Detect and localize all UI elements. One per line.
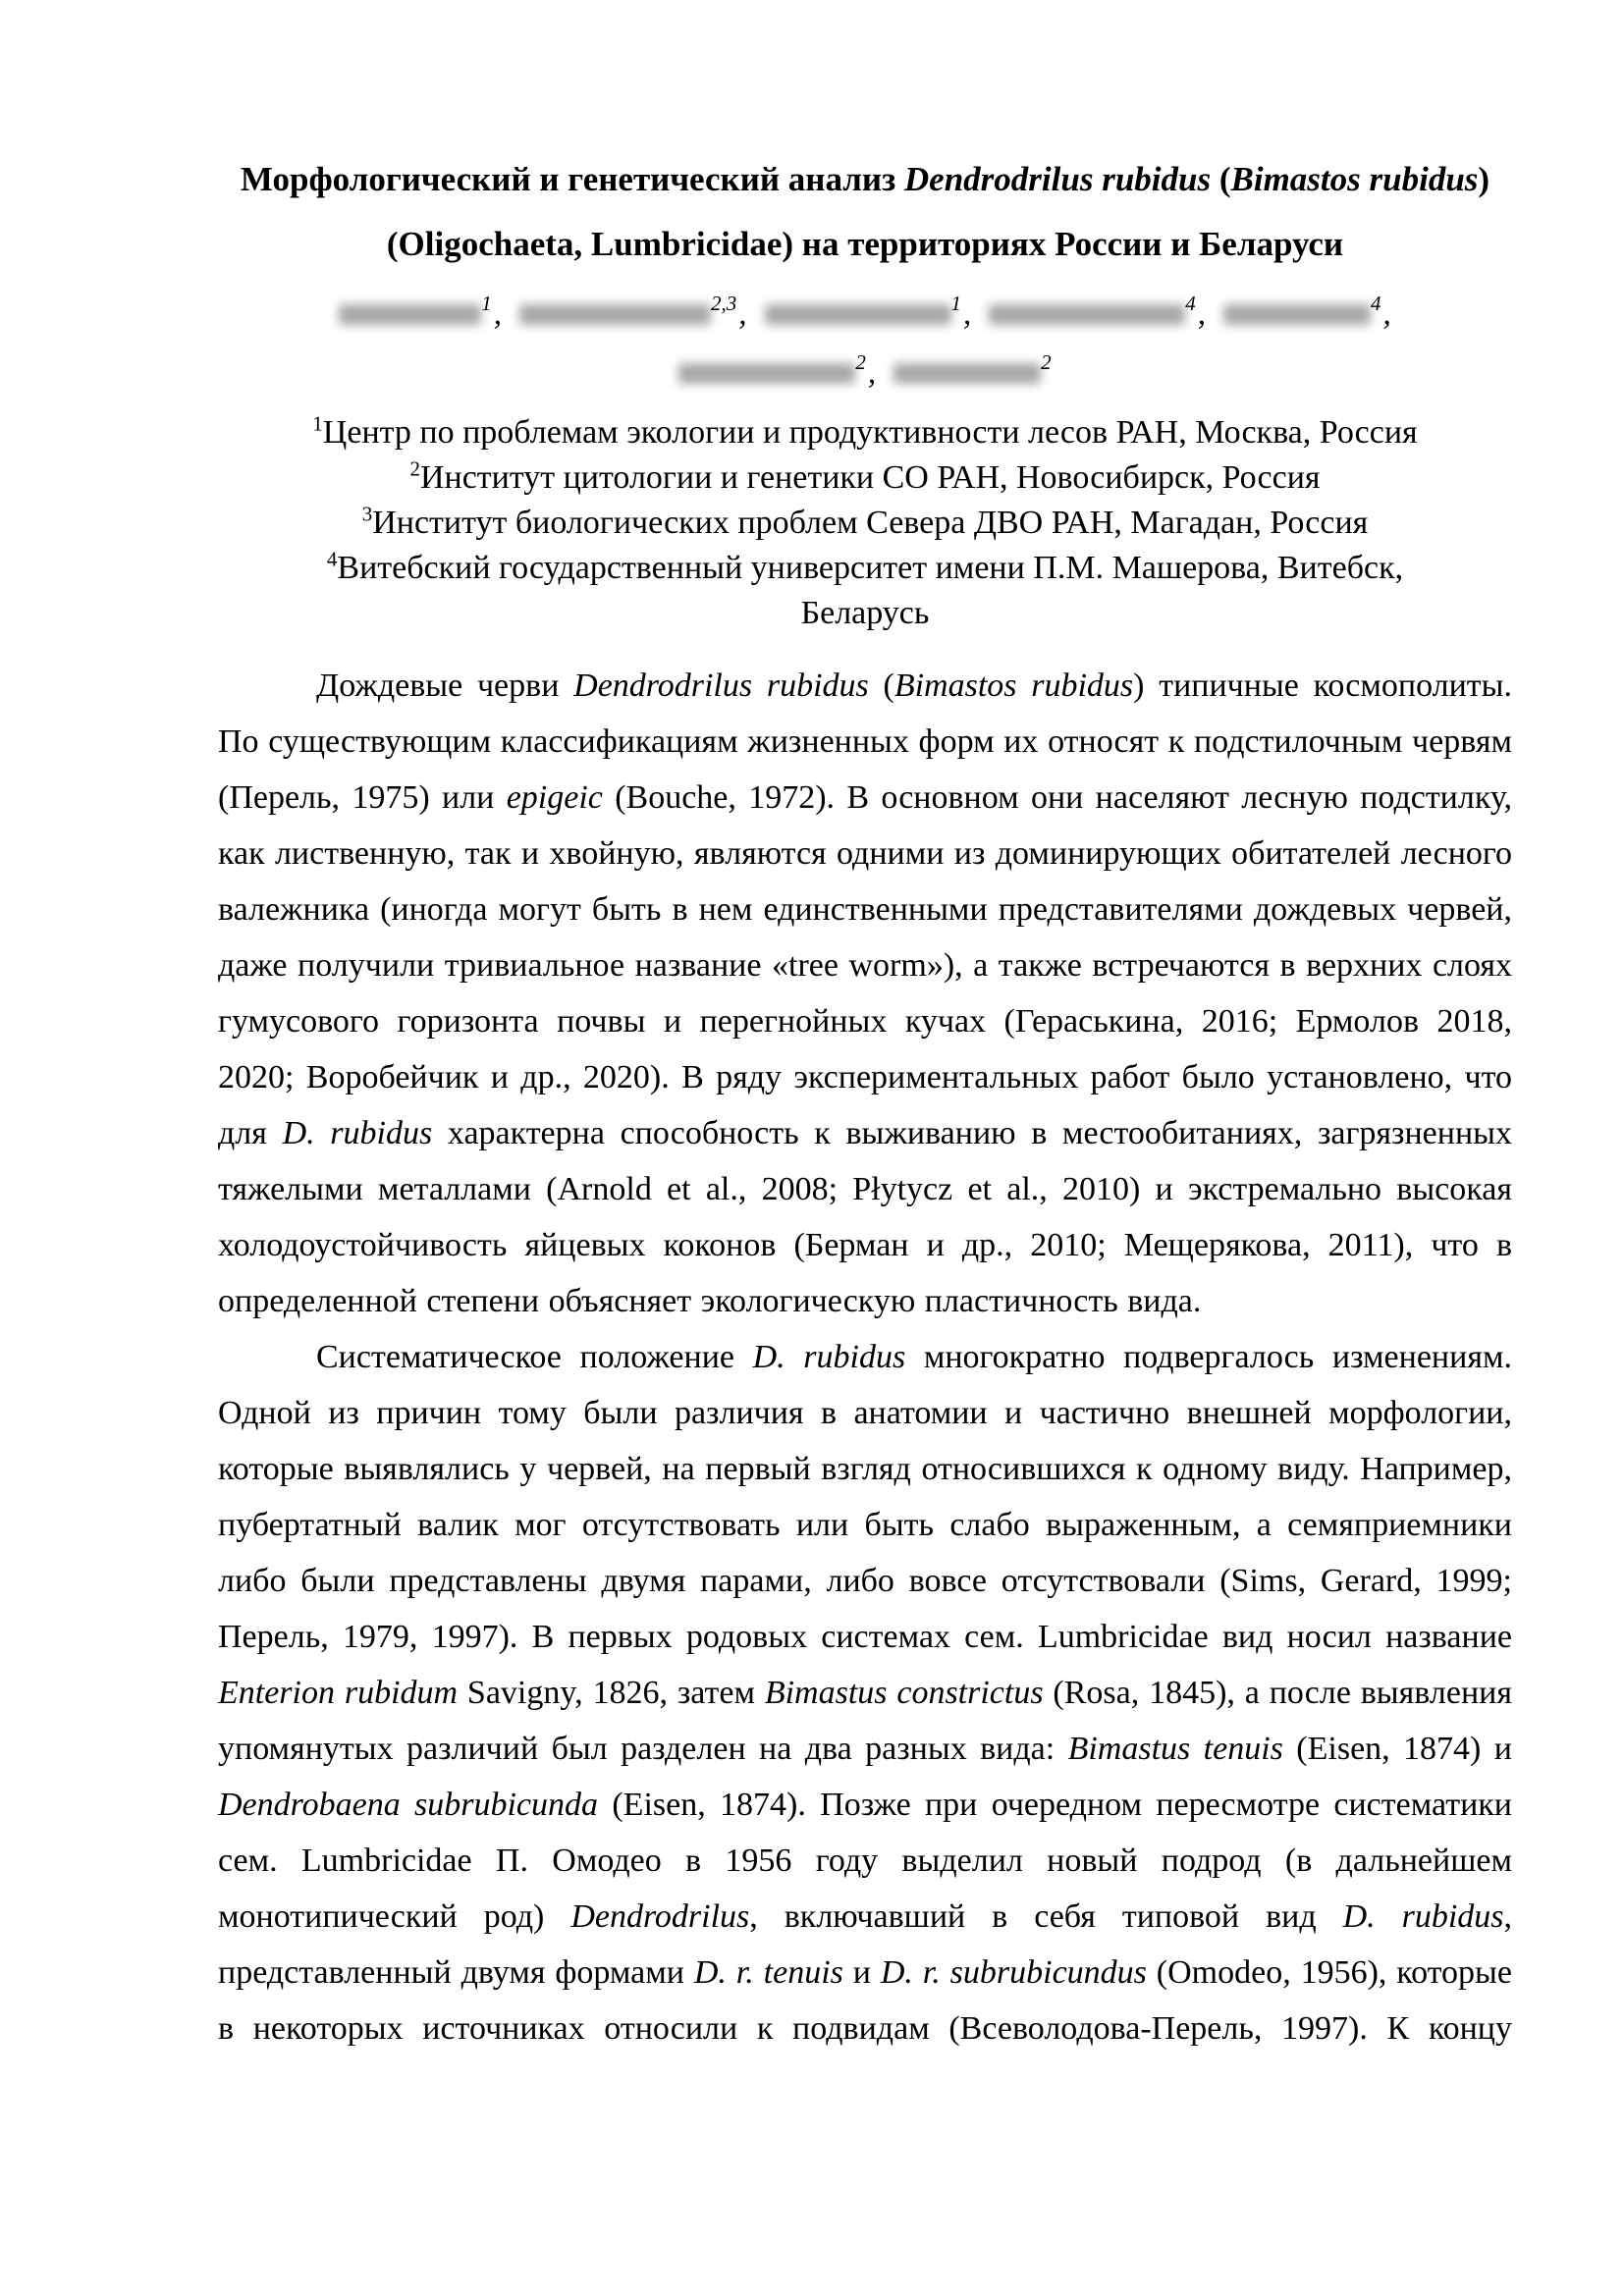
affiliation-line [218,546,1512,591]
affiliation-superscript: 2 [409,456,420,481]
paragraph-2 [218,1329,1512,2056]
text-run: ) [1478,160,1490,198]
text-run: Систематическое положение [316,1339,753,1375]
redacted-author-name [1223,304,1371,325]
italic-text-run: Dendrodrilus rubidus [573,667,869,704]
author-affiliation-superscript: 4 [1185,292,1196,315]
author-affiliation-superscript: 2,3 [711,292,737,315]
affiliation-superscript: 4 [326,547,338,571]
text-run: Дождевые черви [316,667,574,704]
author-separator: , [738,296,747,332]
italic-text-run: Dendrobaena subrubicunda [218,1787,599,1823]
author-affiliation-superscript: 4 [1371,292,1381,315]
italic-text-run: D. r. tenuis [693,1954,843,1991]
italic-text-run: D. rubidus [1342,1898,1504,1935]
text-run: характерна способность к выживанию в местообитаниях, загрязненных тяжелыми металлами (Arnold et al., 2008; Płytycz et al., 2010) и экстремально высокая холодоустойчивость яйцевых коконов (Берман и др., 2010; Мещерякова, 2011), что в определенной степени объясняет экологическую пластичность вида. [218,1115,1512,1319]
author-separator: , [493,296,502,332]
text-run: , включавший в себя типовой вид [749,1898,1343,1935]
text-run: ( [868,667,894,704]
italic-text-run: D. rubidus [282,1115,433,1151]
affiliation-superscript: 3 [361,502,373,526]
author-affiliation-superscript: 2 [1041,350,1052,374]
affiliation-text: Институт цитологии и генетики СО РАН, Новосибирск, Россия [419,459,1321,496]
text-run: (Eisen, 1874). Позже при очередном пересмотре систематики сем. Lumbricidae П. Омодео в 1956 году выделил новый подрод (в дальнейшем монотипический род) [218,1787,1512,1935]
text-run: (Oligochaeta, Lumbricidae) на территориях России и Беларуси [386,225,1344,263]
affiliation-text: Витебский государственный университет имени П.М. Машерова, Витебск, [337,550,1404,586]
text-run: Морфологический и генетический анализ [240,160,904,198]
redacted-author-name [519,304,711,325]
text-run: (Eisen, 1874) и [1282,1731,1512,1767]
italic-text-run: Dendrodrilus rubidus [903,160,1212,198]
author-entry [893,350,1052,391]
author-separator: , [963,296,972,332]
redacted-author-name [989,304,1185,325]
paper-title [218,0,1512,277]
author-affiliation-superscript: 1 [481,292,492,315]
italic-text-run: Dendrodrilus [570,1898,750,1935]
author-line-2 [218,344,1512,402]
text-run: ) типичные космополиты. По существующим классификациям жизненных форм их относят к подстилочным червям (Перель, 1975) или [218,667,1512,816]
affiliation-line [218,591,1512,636]
redacted-author-name [678,363,855,384]
text-run: , представленный двумя формами [218,1898,1513,1991]
author-separator: , [867,355,877,391]
italic-text-run: Bimastus constrictus [764,1675,1044,1711]
italic-text-run: D. rubidus [752,1339,906,1375]
redacted-author-name [765,304,951,325]
paragraph-1 [218,658,1512,1329]
title-line-2 [218,212,1512,277]
title-line-1 [218,147,1512,212]
affiliation-list [218,410,1512,636]
author-entry [519,292,747,332]
text-run: многократно подвергалось изменениям. Одной из причин тому были различия в анатомии и частично внешней морфологии, которые выявлялись у червей, на первый взгляд относившихся к одному виду. Например, пубертатный валик мог отсутствовать или быть слабо выраженным, а семяприемники либо были представлены двумя парами, либо вовсе отсутствовали (Sims, Gerard, 1999; Перель, 1979, 1997). В первых родовых системах сем. Lumbricidae вид носил название [218,1339,1512,1655]
author-affiliation-superscript: 1 [950,292,961,315]
text-run: Savigny, 1826, затем [458,1675,765,1711]
italic-text-run: Bimastus tenuis [1067,1731,1283,1767]
affiliation-superscript: 1 [312,411,323,436]
article-body [218,658,1512,2056]
author-affiliation-superscript: 2 [855,350,866,374]
italic-text-run: D. r. subrubicundus [880,1954,1147,1991]
text-run: (Rosa, 1845), а после выявления упомянутых различий был разделен на два разных вида: [218,1675,1512,1767]
author-entry [678,350,877,391]
affiliation-line [218,455,1512,501]
affiliation-text: Центр по проблемам экологии и продуктивности лесов РАН, Москва, Россия [322,414,1418,451]
redacted-author-name [893,363,1041,384]
page-content [218,0,1512,2056]
author-entry [989,292,1206,332]
italic-text-run: epigeic [506,779,603,816]
italic-text-run: Bimastos rubidus [1230,160,1479,198]
author-entry [1223,292,1391,332]
italic-text-run: Bimastos rubidus [893,667,1134,704]
author-entry [339,292,502,332]
author-separator: , [1197,296,1206,332]
text-run: и [842,1954,881,1991]
author-line-1 [218,285,1512,344]
affiliation-text: Институт биологических проблем Севера ДВО РАН, Магадан, Россия [372,505,1369,541]
redacted-author-name [339,304,481,325]
affiliation-text: Беларусь [800,595,930,631]
italic-text-run: Enterion rubidum [218,1675,459,1711]
author-list [218,285,1512,402]
text-run: ( [1211,160,1231,198]
text-run: (Omodeo, 1956), которые в некоторых источниках относили к подвидам (Всеволодова-Перель, 1997). К концу [218,1954,1512,2047]
author-entry [765,292,972,332]
affiliation-line [218,501,1512,546]
affiliation-line [218,410,1512,455]
author-separator: , [1382,296,1391,332]
text-run: (Bouche, 1972). В основном они населяют лесную подстилку, как лиственную, так и хвойную, являются одними из доминирующих обитателей лесного валежника (иногда могут быть в нем единственными представителями дождевых червей, даже получили тривиальное название «tree worm»), а также встречаются в верхних слоях гумусового горизонта почвы и перегнойных кучах (Гераськина, 2016; Ермолов 2018, 2020; Воробейчик и др., 2020). В ряду экспериментальных работ было установлено, что для [218,779,1512,1151]
